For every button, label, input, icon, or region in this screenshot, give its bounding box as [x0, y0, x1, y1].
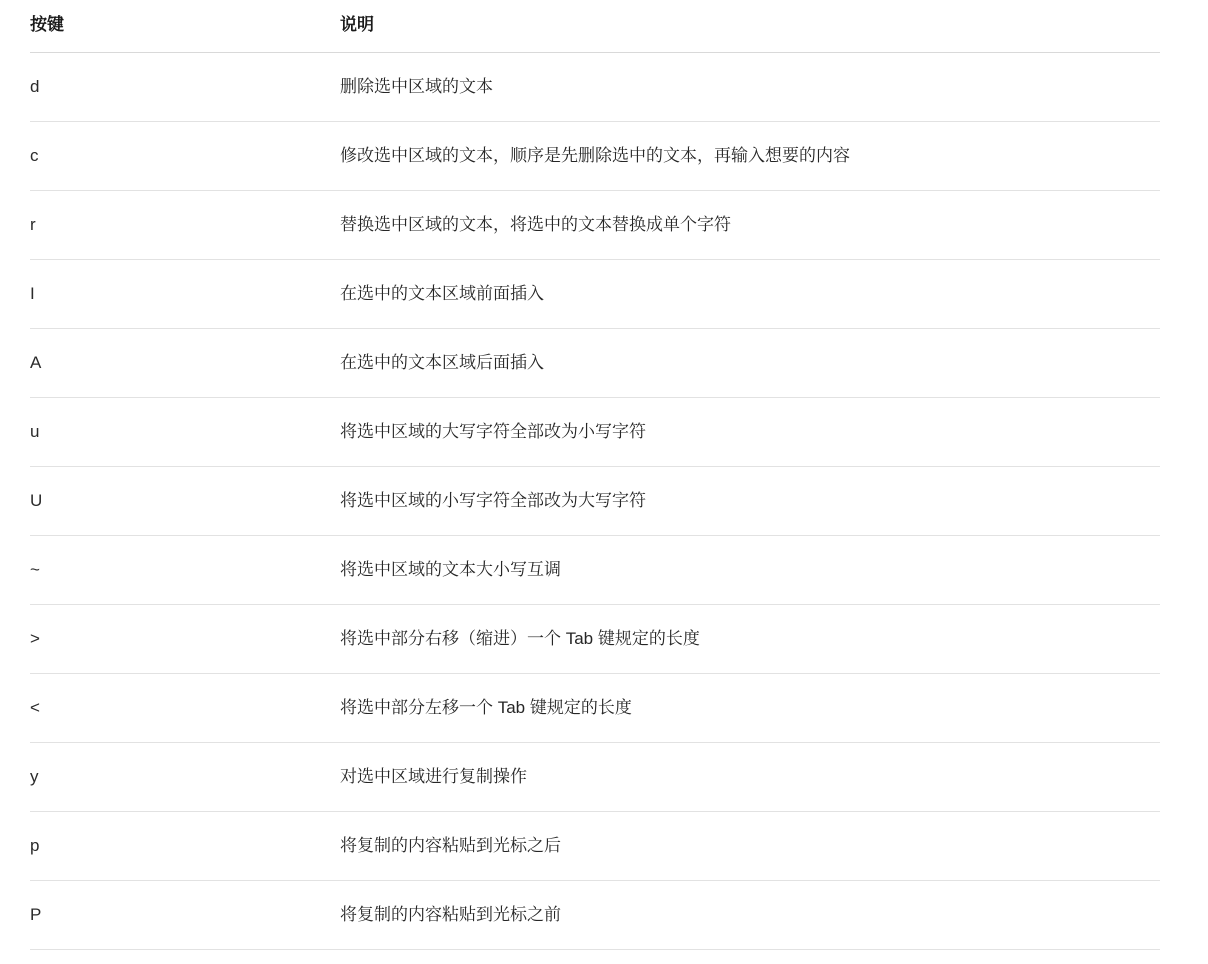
- column-header-key: 按键: [30, 0, 340, 53]
- table-row: [30, 398, 1160, 467]
- table-row: [30, 674, 1160, 743]
- table-body: [30, 53, 1160, 950]
- cell-key: r: [30, 191, 340, 260]
- table-row: [30, 881, 1160, 950]
- cell-key: p: [30, 812, 340, 881]
- cell-key: u: [30, 398, 340, 467]
- cell-key: c: [30, 122, 340, 191]
- table-row: [30, 467, 1160, 536]
- table-row: [30, 53, 1160, 122]
- table-row: [30, 743, 1160, 812]
- cell-description: 将复制的内容粘贴到光标之前: [340, 881, 1160, 950]
- cell-description: 在选中的文本区域后面插入: [340, 329, 1160, 398]
- table-header-row: [30, 0, 1160, 53]
- cell-description: 将选中区域的文本大小写互调: [340, 536, 1160, 605]
- cell-key: U: [30, 467, 340, 536]
- cell-key: <: [30, 674, 340, 743]
- table-row: [30, 329, 1160, 398]
- cell-key: ~: [30, 536, 340, 605]
- table-header: [30, 0, 1160, 53]
- cell-description: 将选中区域的大写字符全部改为小写字符: [340, 398, 1160, 467]
- cell-description: 删除选中区域的文本: [340, 53, 1160, 122]
- cell-key: y: [30, 743, 340, 812]
- cell-description: 在选中的文本区域前面插入: [340, 260, 1160, 329]
- cell-description: 修改选中区域的文本，顺序是先删除选中的文本，再输入想要的内容: [340, 122, 1160, 191]
- cell-key: I: [30, 260, 340, 329]
- cell-description: 对选中区域进行复制操作: [340, 743, 1160, 812]
- cell-description: 将选中部分右移（缩进）一个 Tab 键规定的长度: [340, 605, 1160, 674]
- table-row: [30, 812, 1160, 881]
- cell-key: >: [30, 605, 340, 674]
- table-row: [30, 260, 1160, 329]
- shortcut-key-table: [30, 0, 1160, 950]
- cell-key: A: [30, 329, 340, 398]
- cell-key: P: [30, 881, 340, 950]
- cell-description: 将复制的内容粘贴到光标之后: [340, 812, 1160, 881]
- cell-description: 替换选中区域的文本，将选中的文本替换成单个字符: [340, 191, 1160, 260]
- table-row: [30, 122, 1160, 191]
- cell-description: 将选中区域的小写字符全部改为大写字符: [340, 467, 1160, 536]
- table-row: [30, 191, 1160, 260]
- cell-description: 将选中部分左移一个 Tab 键规定的长度: [340, 674, 1160, 743]
- table-row: [30, 536, 1160, 605]
- cell-key: d: [30, 53, 340, 122]
- table-row: [30, 605, 1160, 674]
- column-header-description: 说明: [340, 0, 1160, 53]
